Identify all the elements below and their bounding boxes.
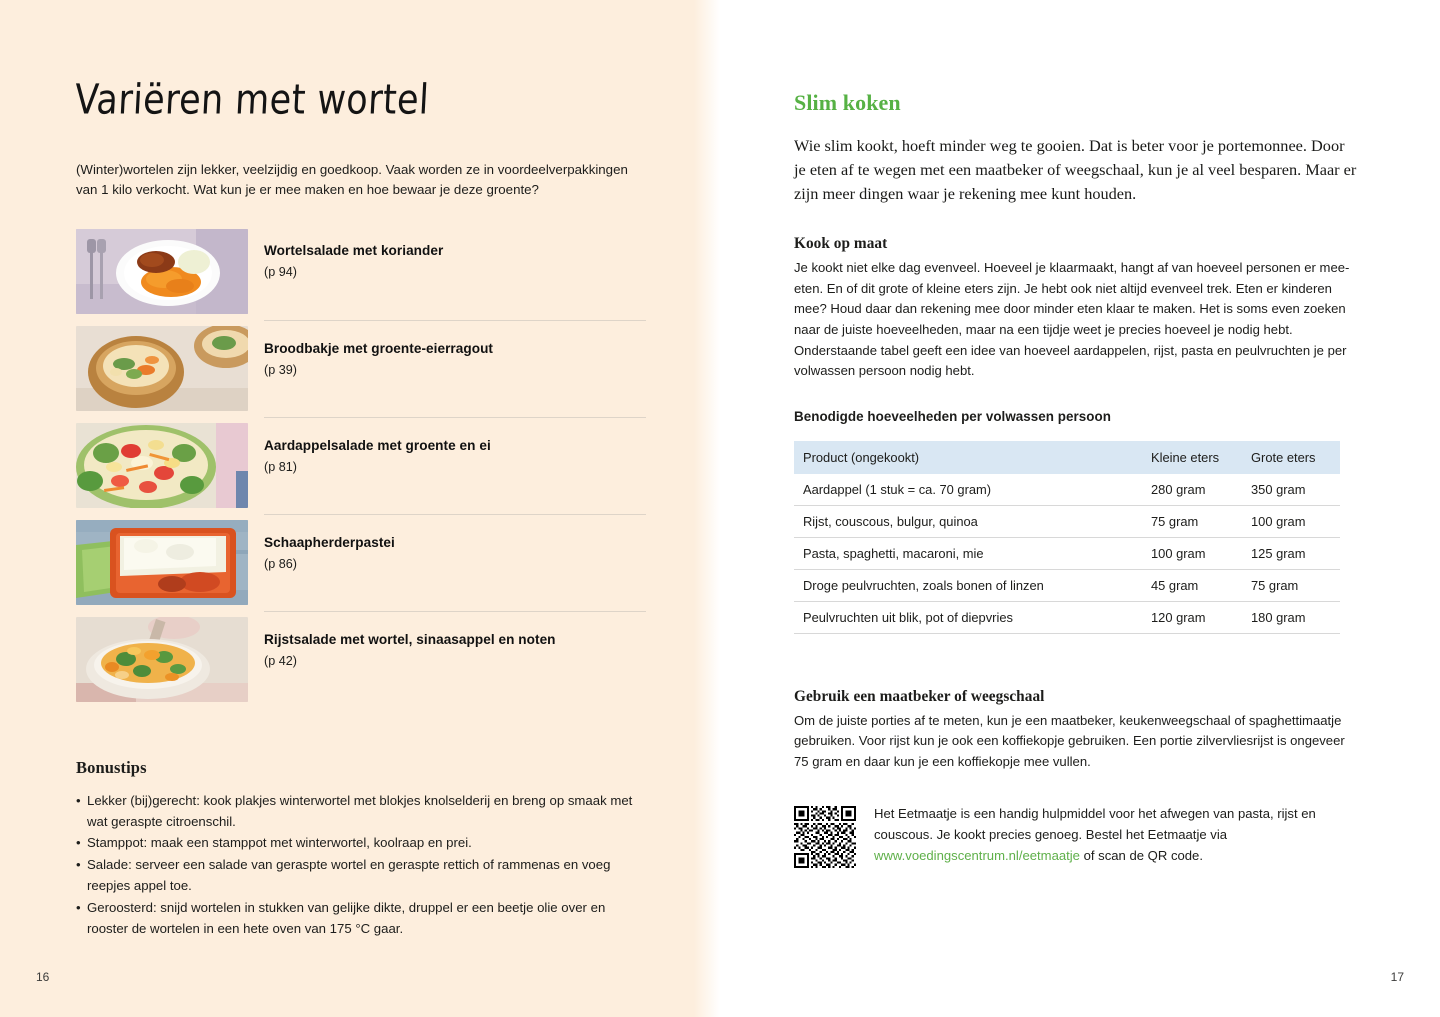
- intro-paragraph: (Winter)wortelen zijn lekker, veelzijdig en goedkoop. Vaak worden ze in voordeelverpakkingen van 1 kilo verkocht. Wat kun je er mee maken en hoe bewaar je deze groente?: [76, 161, 628, 198]
- column-header-product: Product (ongekookt): [794, 441, 1142, 474]
- recipe-thumbnail: [76, 423, 248, 508]
- list-item[interactable]: [76, 611, 646, 708]
- eetmaatje-text-before: Het Eetmaatje is een handig hulpmiddel voor het afwegen van pasta, rijst en couscous. Je kookt precies genoeg. Bestel het Eetmaatje via: [874, 806, 1316, 842]
- table-caption: Benodigde hoeveelheden per volwassen persoon: [794, 408, 1111, 424]
- recipe-info: [264, 320, 646, 417]
- subheading-kook-op-maat: Kook op maat: [794, 235, 888, 253]
- cell-kleine: 75 gram: [1142, 505, 1242, 537]
- recipe-page-ref: (p 39): [264, 362, 297, 377]
- table-row: [794, 537, 1340, 569]
- cell-product: Droge peulvruchten, zoals bonen of linzen: [794, 569, 1142, 601]
- body-kook-op-maat: Je kookt niet elke dag evenveel. Hoeveel je klaarmaakt, hangt af van hoeveel personen er mee-eten. En of dit grote of kleine eters zijn. Je hebt ook niet altijd evenveel trek. Eten er kinderen mee? Houd daar dan rekening mee door minder eten klaar te maken. Het is soms even zoeken naar de juiste hoeveelheden, maar na een tijdje weet je precies hoeveel je nodig hebt. Onderstaande tabel geeft een idee van hoeveel aardappelen, rijst, pasta en peulvruchten je per volwassen persoon nodig hebt.: [794, 260, 1350, 379]
- cell-grote: 100 gram: [1242, 505, 1340, 537]
- table-row: [794, 505, 1340, 537]
- table-row: [794, 601, 1340, 633]
- table-row: [794, 569, 1340, 601]
- recipe-list: [76, 223, 646, 708]
- recipe-page-ref: (p 81): [264, 459, 297, 474]
- qr-code-icon[interactable]: [794, 806, 856, 868]
- recipe-info: [264, 514, 646, 611]
- page-title: Variëren met wortel: [73, 76, 431, 125]
- subheading-maatbeker: Gebruik een maatbeker of weegschaal: [794, 687, 1045, 705]
- list-item[interactable]: [76, 417, 646, 514]
- cell-kleine: 45 gram: [1142, 569, 1242, 601]
- recipe-thumbnail: [76, 520, 248, 605]
- lead-paragraph: Wie slim kookt, hoeft minder weg te gooien. Dat is beter voor je portemonnee. Door je eten af te wegen met een maatbeker of weegschaal, kun je al veel besparen. Maar er zijn meer dingen waar je rekening mee kunt houden.: [794, 136, 1357, 204]
- bonustips-list: [76, 791, 636, 940]
- cell-kleine: 280 gram: [1142, 474, 1242, 506]
- cell-grote: 180 gram: [1242, 601, 1340, 633]
- recipe-thumbnail: [76, 617, 248, 702]
- right-page-content: [794, 0, 1364, 868]
- amounts-table: [794, 441, 1340, 634]
- list-item: • Stamppot: maak een stamppot met winterwortel, koolraap en prei.: [76, 833, 636, 854]
- left-page-content: [73, 0, 646, 941]
- column-header-kleine-eters: Kleine eters: [1142, 441, 1242, 474]
- recipe-info: [264, 611, 646, 708]
- list-item[interactable]: [76, 320, 646, 417]
- column-header-grote-eters: Grote eters: [1242, 441, 1340, 474]
- recipe-page-ref: (p 42): [264, 653, 297, 668]
- recipe-page-ref: (p 94): [264, 264, 297, 279]
- list-item: • Salade: serveer een salade van geraspte wortel en geraspte rettich of rammenas en voeg reepjes appel toe.: [76, 855, 636, 897]
- body-maatbeker: Om de juiste porties af te meten, kun je een maatbeker, keukenweegschaal of spaghettimaatje gebruiken. Voor rijst kun je ook een koffiekopje gebruiken. Een portie zilvervliesrijst is ongeveer 75 gram en daar kun je een koffiekopje mee vullen.: [794, 712, 1345, 769]
- recipe-name: Schaapherderpastei: [264, 534, 395, 550]
- page-number-left: 16: [36, 970, 50, 984]
- cell-product: Pasta, spaghetti, macaroni, mie: [794, 537, 1142, 569]
- cell-product: Peulvruchten uit blik, pot of diepvries: [794, 601, 1142, 633]
- recipe-name: Rijstsalade met wortel, sinaasappel en noten: [264, 631, 556, 647]
- recipe-name: Aardappelsalade met groente en ei: [264, 437, 491, 453]
- right-page: [720, 0, 1440, 1017]
- eetmaatje-callout: [794, 804, 1354, 868]
- list-item[interactable]: [76, 223, 646, 320]
- page-number-right: 17: [1390, 970, 1404, 984]
- recipe-name: Broodbakje met groente-eierragout: [264, 340, 494, 356]
- recipe-thumbnail: [76, 229, 248, 314]
- list-item: • Geroosterd: snijd wortelen in stukken van gelijke dikte, druppel er een beetje olie over en rooster de wortelen in een hete oven van 175 °C gaar.: [76, 898, 636, 940]
- recipe-thumbnail: [76, 326, 248, 411]
- recipe-page-ref: (p 86): [264, 556, 297, 571]
- eetmaatje-link[interactable]: www.voedingscentrum.nl/eetmaatje: [874, 847, 1080, 863]
- cell-product: Rijst, couscous, bulgur, quinoa: [794, 505, 1142, 537]
- cell-grote: 75 gram: [1242, 569, 1340, 601]
- bonustips-heading: Bonustips: [76, 757, 147, 777]
- recipe-info: [264, 223, 646, 320]
- cell-grote: 350 gram: [1242, 474, 1340, 506]
- eetmaatje-text: [874, 804, 1344, 868]
- list-item: • Lekker (bij)gerecht: kook plakjes winterwortel met blokjes knolselderij en breng op smaak met wat geraspte citroenschil.: [76, 791, 636, 833]
- recipe-name: Wortelsalade met koriander: [264, 242, 444, 258]
- section-heading-slim-koken: Slim koken: [794, 90, 901, 115]
- list-item[interactable]: [76, 514, 646, 611]
- cell-kleine: 100 gram: [1142, 537, 1242, 569]
- cell-grote: 125 gram: [1242, 537, 1340, 569]
- table-row: [794, 474, 1340, 506]
- table-header-row: [794, 441, 1340, 474]
- recipe-info: [264, 417, 646, 514]
- cell-kleine: 120 gram: [1142, 601, 1242, 633]
- cell-product: Aardappel (1 stuk = ca. 70 gram): [794, 474, 1142, 506]
- eetmaatje-text-after: of scan de QR code.: [1079, 847, 1203, 863]
